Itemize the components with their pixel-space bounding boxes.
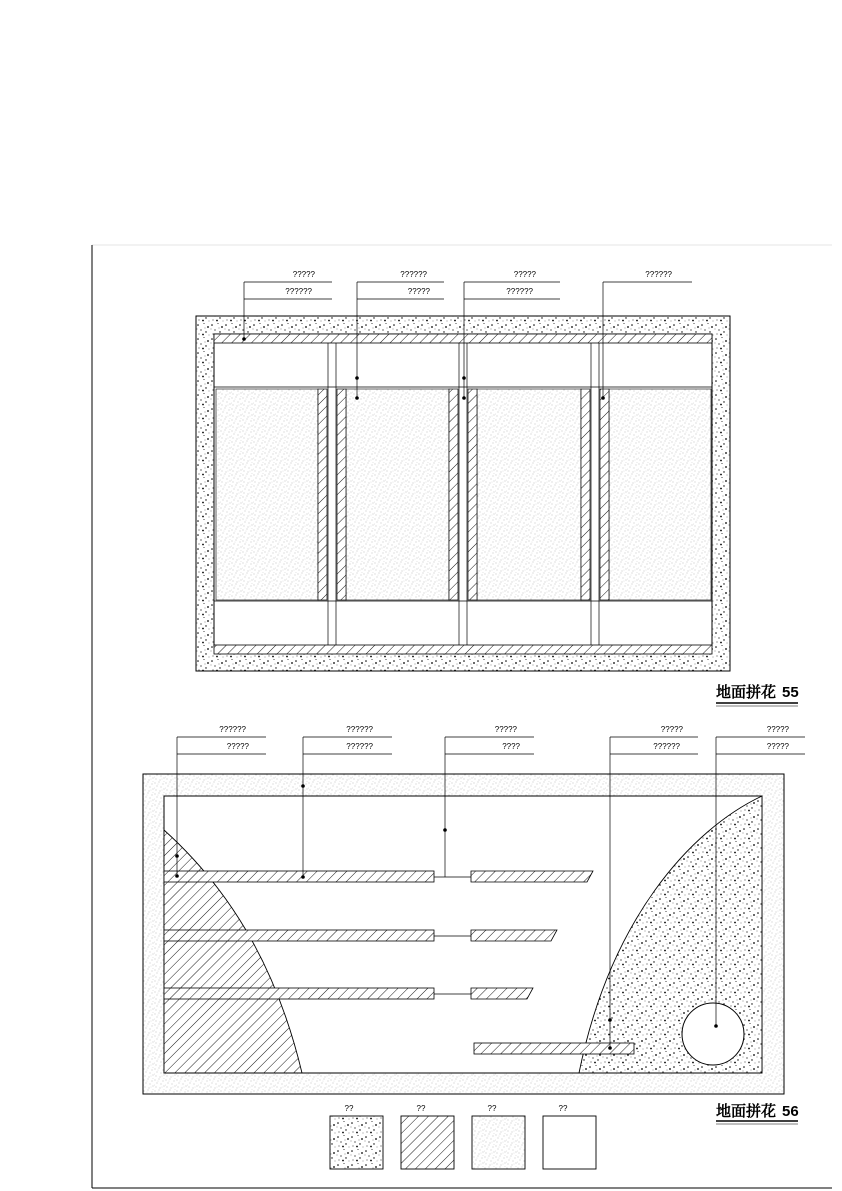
material-legend: [330, 1104, 596, 1169]
legend-swatch-hatch: [401, 1116, 454, 1169]
svg-text:地面拼花56: [716, 1102, 799, 1120]
callout-56-3-bottom: ????: [502, 742, 520, 751]
callout-56-5-bottom: ?????: [766, 742, 789, 751]
callout-55-4-top: ??????: [645, 270, 672, 279]
callout-56-3-top: ?????: [494, 725, 517, 734]
callout-55-3-bottom: ??????: [506, 287, 533, 296]
floor-pattern-56: [143, 774, 784, 1094]
round-inlay: [682, 1003, 744, 1065]
callout-56-4-bottom: ??????: [653, 742, 680, 751]
callout-56-2-top: ??????: [346, 725, 373, 734]
top-hatched-strip: [214, 334, 712, 343]
strip-row-3: [164, 988, 533, 999]
title-56-number: 56: [782, 1103, 799, 1120]
title-56: [716, 1102, 799, 1124]
legend-swatch-fine: [472, 1116, 525, 1169]
strip-row-1: [164, 871, 593, 882]
legend-label-3: ??: [487, 1104, 497, 1113]
legend-item-plain: [543, 1104, 596, 1169]
callout-56-1-top: ??????: [219, 725, 246, 734]
callout-56-5-top: ?????: [766, 725, 789, 734]
legend-item-hatch: [401, 1104, 454, 1169]
callout-56-4-top: ?????: [660, 725, 683, 734]
legend-label-1: ??: [344, 1104, 354, 1113]
stone-panel-4: [609, 389, 711, 600]
callout-56-2-bottom: ??????: [346, 742, 373, 751]
legend-label-2: ??: [416, 1104, 426, 1113]
title-56-text: 地面拼花: [716, 1103, 777, 1120]
callout-55-3-top: ?????: [513, 270, 536, 279]
svg-text:地面拼花55: [716, 683, 799, 701]
bottom-hatched-strip: [214, 645, 712, 654]
legend-label-4: ??: [558, 1104, 568, 1113]
title-55-text: 地面拼花: [716, 684, 777, 701]
callout-55-1-top: ?????: [292, 270, 315, 279]
title-55: [716, 683, 799, 706]
stone-panel-3: [477, 389, 581, 600]
callout-55-1-bottom: ??????: [285, 287, 312, 296]
legend-swatch-plain: [543, 1116, 596, 1169]
title-55-number: 55: [782, 684, 799, 701]
stone-panel-2: [346, 389, 449, 600]
callout-55-2-top: ??????: [400, 270, 427, 279]
callout-56-1-bottom: ?????: [226, 742, 249, 751]
legend-item-coarse: [330, 1104, 383, 1169]
strip-row-2: [164, 930, 557, 941]
callout-55-2-bottom: ?????: [407, 287, 430, 296]
legend-item-fine: [472, 1104, 525, 1169]
stone-panel-1: [216, 389, 318, 600]
floor-pattern-55: [196, 316, 730, 671]
legend-swatch-coarse: [330, 1116, 383, 1169]
